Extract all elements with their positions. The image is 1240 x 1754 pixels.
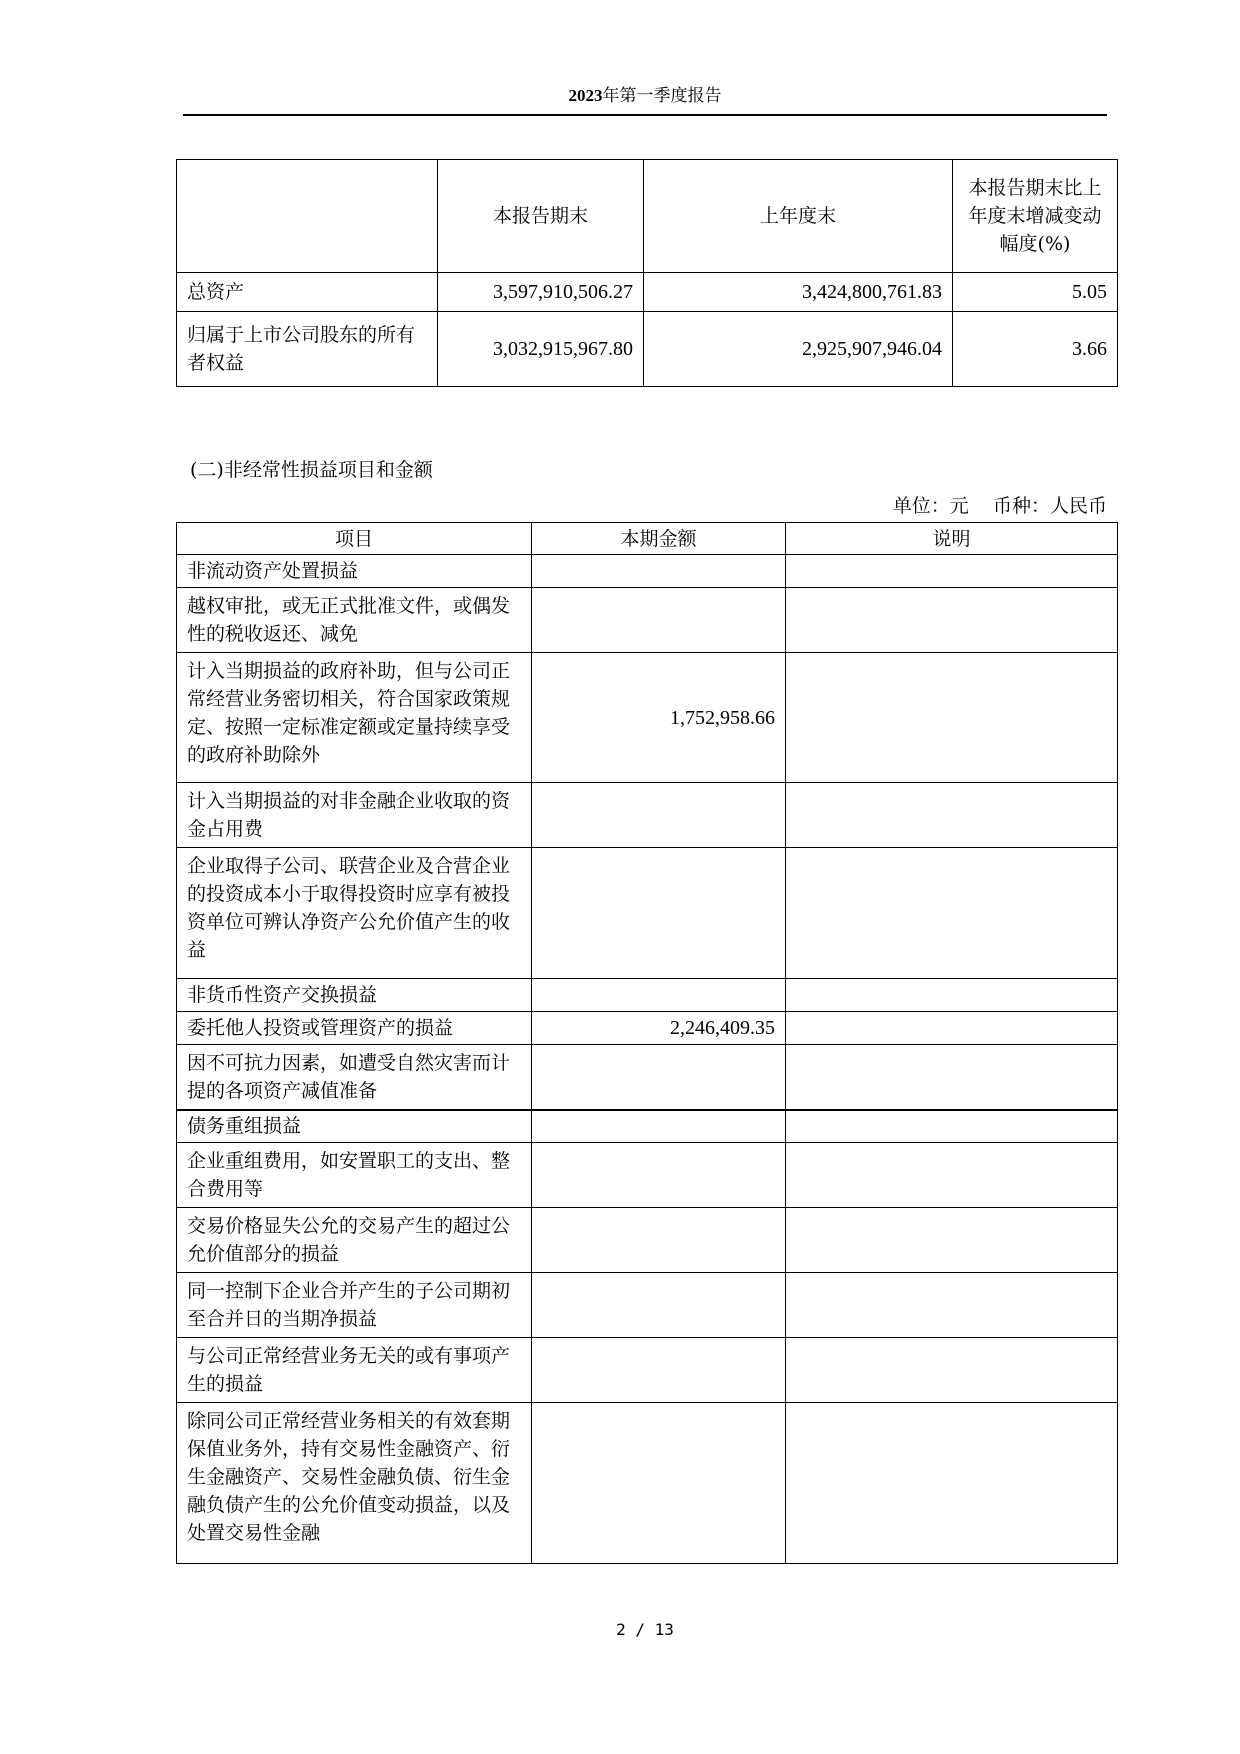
row-note	[786, 1338, 1118, 1403]
row-note	[786, 783, 1118, 848]
row-amount	[532, 848, 786, 979]
row-amount	[532, 1403, 786, 1564]
row-item: 计入当期损益的政府补助，但与公司正常经营业务密切相关，符合国家政策规定、按照一定标准定额或定量持续享受的政府补助除外	[177, 653, 532, 783]
row-item: 越权审批，或无正式批准文件，或偶发性的税收返还、减免	[177, 588, 532, 653]
row-note	[786, 1012, 1118, 1045]
row-item: 非货币性资产交换损益	[177, 979, 532, 1012]
row-amount	[532, 1208, 786, 1273]
row-note	[786, 979, 1118, 1012]
row-amount: 2,246,409.35	[532, 1012, 786, 1045]
row-current: 3,032,915,967.80	[438, 312, 644, 387]
row-amount	[532, 555, 786, 588]
row-item: 交易价格显失公允的交易产生的超过公允价值部分的损益	[177, 1208, 532, 1273]
row-amount	[532, 1338, 786, 1403]
table-row	[177, 588, 1118, 653]
table-row	[177, 555, 1118, 588]
table-row	[177, 273, 1118, 312]
header-cell-blank	[177, 160, 438, 273]
row-note	[786, 1143, 1118, 1208]
table-row	[177, 1208, 1118, 1273]
currency-label: 币种：人民币	[992, 495, 1107, 517]
row-item: 委托他人投资或管理资产的损益	[177, 1012, 532, 1045]
table-row	[177, 1273, 1118, 1338]
report-title: 年第一季度报告	[602, 86, 722, 106]
row-item: 非流动资产处置损益	[177, 555, 532, 588]
row-amount	[532, 1143, 786, 1208]
row-item: 同一控制下企业合并产生的子公司期初至合并日的当期净损益	[177, 1273, 532, 1338]
row-note	[786, 1403, 1118, 1564]
header-cell-note: 说明	[786, 523, 1118, 555]
table-row	[177, 848, 1118, 979]
row-change: 5.05	[953, 273, 1118, 312]
row-amount: 1,752,958.66	[532, 653, 786, 783]
table-row	[177, 783, 1118, 848]
row-item: 因不可抗力因素，如遭受自然灾害而计提的各项资产减值准备	[177, 1045, 532, 1110]
row-prior: 2,925,907,946.04	[644, 312, 953, 387]
row-note	[786, 1110, 1118, 1143]
table-row	[177, 653, 1118, 783]
report-year: 2023	[568, 86, 603, 105]
row-label: 总资产	[177, 273, 438, 312]
row-note	[786, 588, 1118, 653]
row-amount	[532, 1273, 786, 1338]
table-row	[177, 1338, 1118, 1403]
table-row	[177, 1110, 1118, 1143]
table-header-row	[177, 523, 1118, 555]
row-amount	[532, 1110, 786, 1143]
header-cell-change: 本报告期末比上年度末增减变动幅度(%)	[953, 160, 1118, 273]
row-note	[786, 555, 1118, 588]
summary-table	[176, 159, 1118, 387]
unit-currency-line	[893, 492, 1107, 520]
row-label: 归属于上市公司股东的所有者权益	[177, 312, 438, 387]
row-amount	[532, 1045, 786, 1110]
page-number: 2 / 13	[616, 1620, 674, 1639]
section-title: (二)非经常性损益项目和金额	[190, 459, 433, 481]
row-item: 除同公司正常经营业务相关的有效套期保值业务外，持有交易性金融资产、衍生金融资产、交易性金融负债、衍生金融负债产生的公允价值变动损益，以及处置交易性金融	[177, 1403, 532, 1564]
row-item: 债务重组损益	[177, 1110, 532, 1143]
table-row	[177, 1045, 1118, 1110]
row-note	[786, 848, 1118, 979]
row-amount	[532, 783, 786, 848]
row-item: 计入当期损益的对非金融企业收取的资金占用费	[177, 783, 532, 848]
table-row	[177, 979, 1118, 1012]
table-row	[177, 1403, 1118, 1564]
header-cell-item: 项目	[177, 523, 532, 555]
items-table	[176, 522, 1118, 1564]
row-prior: 3,424,800,761.83	[644, 273, 953, 312]
row-change: 3.66	[953, 312, 1118, 387]
row-item: 与公司正常经营业务无关的或有事项产生的损益	[177, 1338, 532, 1403]
row-current: 3,597,910,506.27	[438, 273, 644, 312]
table-row	[177, 1012, 1118, 1045]
row-item: 企业重组费用，如安置职工的支出、整合费用等	[177, 1143, 532, 1208]
header-cell-prior: 上年度末	[644, 160, 953, 273]
unit-label: 单位：元	[892, 495, 969, 517]
row-item: 企业取得子公司、联营企业及合营企业的投资成本小于取得投资时应享有被投资单位可辨认净资产公允价值产生的收益	[177, 848, 532, 979]
row-note	[786, 1273, 1118, 1338]
table-row	[177, 312, 1118, 387]
table-row	[177, 1143, 1118, 1208]
page-header	[183, 86, 1107, 116]
row-amount	[532, 588, 786, 653]
row-note	[786, 653, 1118, 783]
row-note	[786, 1208, 1118, 1273]
header-cell-current: 本报告期末	[438, 160, 644, 273]
row-amount	[532, 979, 786, 1012]
row-note	[786, 1045, 1118, 1110]
table-header-row	[177, 160, 1118, 273]
header-cell-amount: 本期金额	[532, 523, 786, 555]
